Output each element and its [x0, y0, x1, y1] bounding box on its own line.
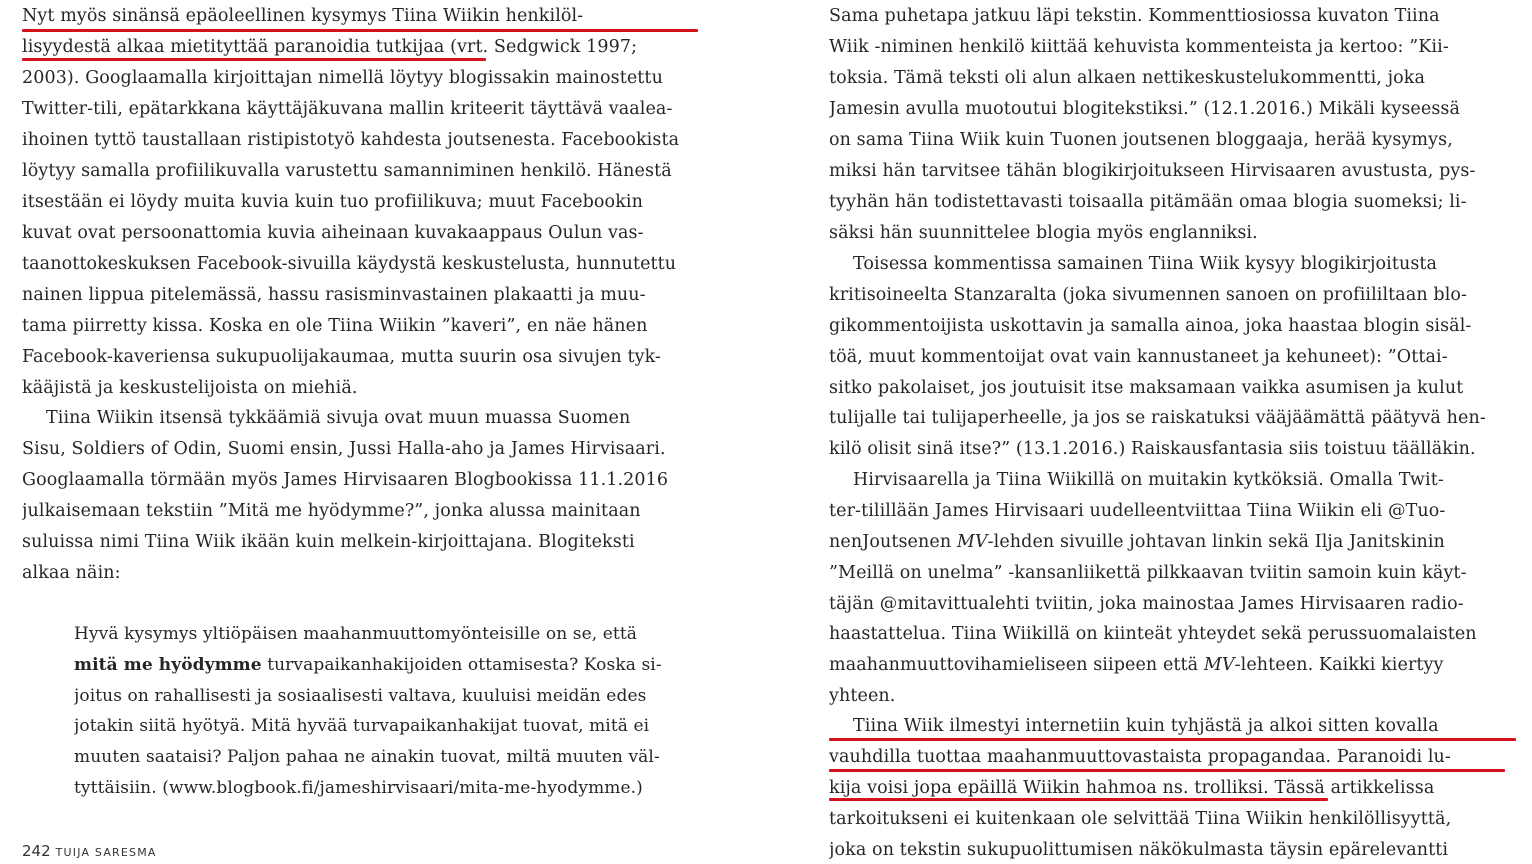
blockquote-line: Hyvä kysymys yltiöpäisen maahanmuuttomyönteisille on se, että	[74, 624, 638, 644]
blockquote-line: jotakin siitä hyötyä. Mitä hyvää turvapaikanhakijat tuovat, mitä ei	[74, 716, 650, 736]
text-line: Sisu, Soldiers of Odin, Suomi ensin, Jussi Halla-aho ja James Hirvisaari.	[22, 439, 666, 459]
text-line: yhteen.	[829, 686, 896, 706]
text-line: suluissa nimi Tiina Wiik ikään kuin melkein-kirjoittajana. Blogiteksti	[22, 532, 635, 552]
text-line: Tiina Wiikin itsensä tykkäämiä sivuja ovat muun muassa Suomen	[46, 408, 631, 428]
red-underline	[829, 798, 1328, 801]
blockquote-line: muuten saataisi? Paljon pahaa ne ainakin tuovat, miltä muuten väl-	[74, 747, 660, 767]
text-line: täjän @mitavittualehti tviitin, joka mainostaa James Hirvisaaren radio-	[829, 594, 1464, 614]
text-line: julkaisemaan tekstiin ”Mitä me hyödymme?”, jonka alussa mainitaan	[22, 501, 641, 521]
text-line: ”Meillä on unelma” -kansanliikettä pilkkaavan tviitin samoin kuin käyt-	[829, 563, 1467, 583]
text-line: nainen lippua pitelemässä, hassu rasisminvastainen plakaatti ja muu-	[22, 285, 646, 305]
text-line: kilö olisit sinä itse?” (13.1.2016.) Raiskausfantasia siis toistuu täälläkin.	[829, 439, 1476, 459]
text-line: itsestään ei löydy muita kuvia kuin tuo profiilikuva; muut Facebookin	[22, 192, 643, 212]
blockquote-line: joitus on rahallisesti ja sosiaalisesti valtava, kuuluisi meidän edes	[74, 686, 647, 706]
text-line: on sama Tiina Wiik kuin Tuonen joutsenen bloggaaja, herää kysymys,	[829, 130, 1453, 150]
text-line: sitko pakolaiset, jos joutuisit itse maksamaan vaikka asumisen ja kulut	[829, 378, 1464, 398]
text-line: toksia. Tämä teksti oli alun alkaen nettikeskustelukommentti, joka	[829, 68, 1426, 88]
text-line: tulijalle tai tulijaperheelle, ja jos se raiskatuksi vääjäämättä päätyvä hen-	[829, 408, 1486, 428]
text-run: Tässä artikkelissa	[1268, 778, 1435, 798]
text-line: Hirvisaarella ja Tiina Wiikillä on muitakin kytköksiä. Omalla Twit-	[853, 470, 1444, 490]
red-underline	[829, 738, 1516, 741]
text-run: -lehden sivuille johtavan linkin sekä Ilja Janitskinin	[987, 532, 1445, 552]
text-line: Nyt myös sinänsä epäoleellinen kysymys Tiina Wiikin henkilöl-	[22, 6, 584, 26]
text-run: kija voisi jopa epäillä Wiikin hahmoa ns. trolliksi.	[829, 778, 1269, 798]
text-run: maahanmuuttovihamieliseen siipeen että	[829, 655, 1204, 675]
text-line: taanottokeskuksen Facebook-sivuilla käydystä keskustelusta, hunnutettu	[22, 254, 677, 274]
text-line: töä, muut kommentoijat ovat vain kannustaneet ja kehuneet): ”Ottai-	[829, 347, 1448, 367]
text-line	[829, 778, 1503, 798]
red-underline	[829, 769, 1505, 772]
text-line	[829, 532, 1503, 552]
text-line: Jamesin avulla muotoutui blogitekstiksi.” (12.1.2016.) Mikäli kyseessä	[829, 99, 1461, 119]
bold-phrase: mitä me hyödymme	[74, 655, 262, 675]
text-run: turvapaikanhakijoiden ottamisesta? Koska si-	[261, 655, 662, 675]
text-line: Twitter-tili, epätarkkana käyttäjäkuvana mallin kriteerit täyttävä vaalea-	[22, 99, 673, 119]
text-line: Facebook-kaveriensa sukupuolijakaumaa, mutta suurin osa sivujen tyk-	[22, 347, 661, 367]
text-line: säksi hän suunnittelee blogia myös englanniksi.	[829, 223, 1258, 243]
text-line: Wiik -niminen henkilö kiittää kehuvista kommenteista ja kertoo: ”Kii-	[829, 37, 1449, 57]
text-line: vauhdilla tuottaa maahanmuuttovastaista propagandaa. Paranoidi lu-	[829, 747, 1451, 767]
text-line: kuvat ovat persoonattomia kuvia aiheinaan kuvakaappaus Oulun vas-	[22, 223, 644, 243]
text-line: löytyy samalla profiilikuvalla varustettu samanniminen henkilö. Hänestä	[22, 161, 672, 181]
text-line: ihoinen tyttö taustallaan ristipistotyö kahdesta joutsenesta. Facebookista	[22, 130, 680, 150]
page-footer	[22, 842, 157, 860]
italic-publication-name: MV	[1203, 655, 1235, 675]
text-line: gikommentoijista uskottavin ja samalla ainoa, joka haastaa blogin sisäl-	[829, 316, 1472, 336]
text-line: Sama puhetapa jatkuu läpi tekstin. Kommenttiosiossa kuvaton Tiina	[829, 6, 1440, 26]
text-line: Toisessa kommentissa samainen Tiina Wiik kysyy blogikirjoitusta	[853, 254, 1438, 274]
blockquote-line: tyttäisiin. (www.blogbook.fi/jameshirvisaari/mita-me-hyodymme.)	[74, 778, 643, 798]
text-line: kääjistä ja keskustelijoista on miehiä.	[22, 378, 358, 398]
text-line: haastattelua. Tiina Wiikillä on kiinteät yhteydet sekä perussuomalaisten	[829, 624, 1477, 644]
text-line: ter-tilillään James Hirvisaari uudelleentviittaa Tiina Wiikin eli @Tuo-	[829, 501, 1446, 521]
text-line: joka on tekstin sukupuolittumisen näkökulmasta täysin epärelevantti	[829, 840, 1449, 860]
red-underline	[22, 58, 486, 61]
text-line: tama piirretty kissa. Koska en ole Tiina Wiikin ”kaveri”, en näe hänen	[22, 316, 648, 336]
text-line: Tiina Wiik ilmestyi internetiin kuin tyhjästä ja alkoi sitten kovalla	[853, 716, 1439, 736]
text-line: miksi hän tarvitsee tähän blogikirjoitukseen Hirvisaaren avustusta, pys-	[829, 161, 1476, 181]
italic-publication-name: MV	[956, 532, 988, 552]
text-line: 2003). Googlaamalla kirjoittajan nimellä löytyy blogissakin mainostettu	[22, 68, 663, 88]
text-line: tyyhän hän todistettavasti toisaalla pitämään omaa blogia suomeksi; li-	[829, 192, 1467, 212]
text-line	[829, 655, 1503, 675]
text-run: nenJoutsenen	[829, 532, 957, 552]
running-head-author: TUIJA SARESMA	[55, 846, 157, 859]
text-line: tarkoitukseni ei kuitenkaan ole selvittää Tiina Wiikin henkilöllisyyttä,	[829, 809, 1452, 829]
text-run: -lehteen. Kaikki kiertyy	[1234, 655, 1444, 675]
red-underline	[22, 29, 698, 32]
page-number: 242	[22, 842, 51, 860]
text-line: Googlaamalla törmään myös James Hirvisaaren Blogbookissa 11.1.2016	[22, 470, 669, 490]
text-line: alkaa näin:	[22, 563, 121, 583]
text-line: kritisoineelta Stanzaralta (joka sivumennen sanoen on profiililtaan blo-	[829, 285, 1468, 305]
blockquote-line	[74, 655, 699, 675]
text-line: lisyydestä alkaa mietityttää paranoidia tutkijaa (vrt. Sedgwick 1997;	[22, 37, 638, 57]
